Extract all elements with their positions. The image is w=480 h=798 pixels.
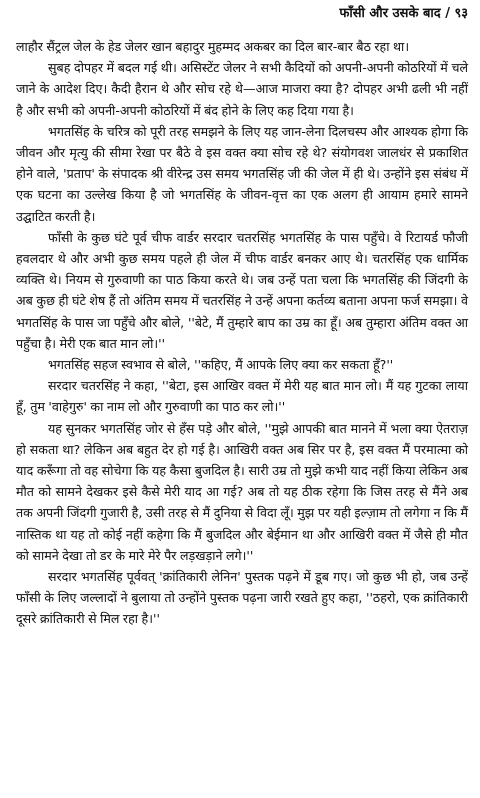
paragraph-4: फाँसी के कुछ घंटे पूर्व चीफ वार्डर सरदार चतरसिंह भगतसिंह के पास पहुँचे। वे रिटायर्ड फौजी हवलदार थे और अभी कुछ समय पहले ही जेल में चीफ वार्डर बनकर आए थे। चतरसिंह एक धार्मिक व्यक्ति थे। नियम से गुरुवाणी का पाठ किया करते थे। जब उन्हें पता चला कि भगतसिंह की जिंदगी के अब कुछ ही घंटे शेष हैं तो अंतिम समय में चतरसिंह ने उन्हें अपना कर्तव्य बताना अपना फर्ज समझा। वे भगतसिंह के पास जा पहुँचे और बोले, ''बेटे, मैं तुम्हारे बाप का उम्र का हूँ। अब तुम्हारा अंतिम वक्त आ पहुँचा है। मेरी एक बात मान लो।'' <box>16 229 468 351</box>
paragraph-6: सरदार चतरसिंह ने कहा, ''बेटा, इस आखिर वक्त में मेरी यह बात मान लो। मैं यह गुटका लाया हूँ, तुम 'वाहेगुरु' का नाम लो और गुरुवाणी का पाठ कर लो।'' <box>16 378 468 415</box>
paragraph-3: भगतसिंह के चरित्र को पूरी तरह समझने के लिए यह जान-लेना दिलचस्प और आश्यक होगा कि जीवन और मृत्यु की सीमा रेखा पर बैठे वे इस वक्त क्या सोच रहे थे? संयोगवश जालधंर से प्रकाशित होने वाले, 'प्रताप' के संपादक श्री वीरेन्द्र उस समय भगतसिंह जी की जेल में ही थे। उन्होंने इस संबंध में एक घटना का उल्लेख किया है जो भगतसिंह के जीवन-वृत्त का एक अलग ही आयाम हमारे सामने उद्घाटित करती है। <box>16 123 468 224</box>
paragraph-7: यह सुनकर भगतसिंह जोर से हँस पड़े और बोले, ''मुझे आपकी बात मानने में भला क्या ऐतराज़ हो सकता था? लेकिन अब बहुत देर हो गई है। आखिरी वक्त अब सिर पर है, इस वक्त मैं परमात्मा को याद करूँगा तो वह सोचेगा कि यह कैसा बुजदिल है। सारी उम्र तो मुझे कभी याद नहीं किया लेकिन अब मौत को सामने देखकर इसे कैसे मेरी याद आ गई? अब तो यह ठीक रहेगा कि जिस तरह से मैंने अब तक अपनी जिंदगी गुजारी है, उसी तरह से मैं दुनिया से विदा लूँ। मुझ पर यही इल्ज़ाम तो लगेगा न कि मैं नास्तिक था यह तो कोई नहीं कहेगा कि मैं बुजदिल और बेईमान था और आखिरी वक्त में जैसे ही मौत को सामने देखा तो डर के मारे मेरे पैर लड़खड़ाने लगे।'' <box>16 420 468 563</box>
paragraph-1: लाहौर सैंट्रल जेल के हेड जेलर खान बहादुर मुहम्मद अकबर का दिल बार-बार बैठ रहा था। <box>16 39 410 54</box>
paragraph-2: सुबह दोपहर में बदल गई थी। असिस्टेंट जेलर ने सभी कैदियों को अपनी-अपनी कोठरियों में चले जाने के आदेश दिए। कैदी हैरान थे और सोच रहे थे—आज माजरा क्या है? दोपहर अभी ढली भी नहीं है और सभी को अपनी-अपनी कोठरियों में बंद होने के लिए कह दिया गया है। <box>16 60 468 118</box>
paragraph-8: सरदार भगतसिंह पूर्ववत् 'क्रांतिकारी लेनिन' पुस्तक पढ़ने में डूब गए। जो कुछ भी हो, जब उन्हें फाँसी के लिए जल्लादों ने बुलाया तो उन्होंने पुस्तक पढ़ना जारी रखते हुए कहा, ''ठहरो, एक क्रांतिकारी दूसरे क्रांतिकारी से मिल रहा है।'' <box>16 569 468 627</box>
running-head: फाँसी और उसके बाद / ९३ <box>339 6 468 21</box>
paragraph-5: भगतसिंह सहज स्वभाव से बोले, ''कहिए, मैं आपके लिए क्या कर सकता हूँ?'' <box>48 357 394 373</box>
